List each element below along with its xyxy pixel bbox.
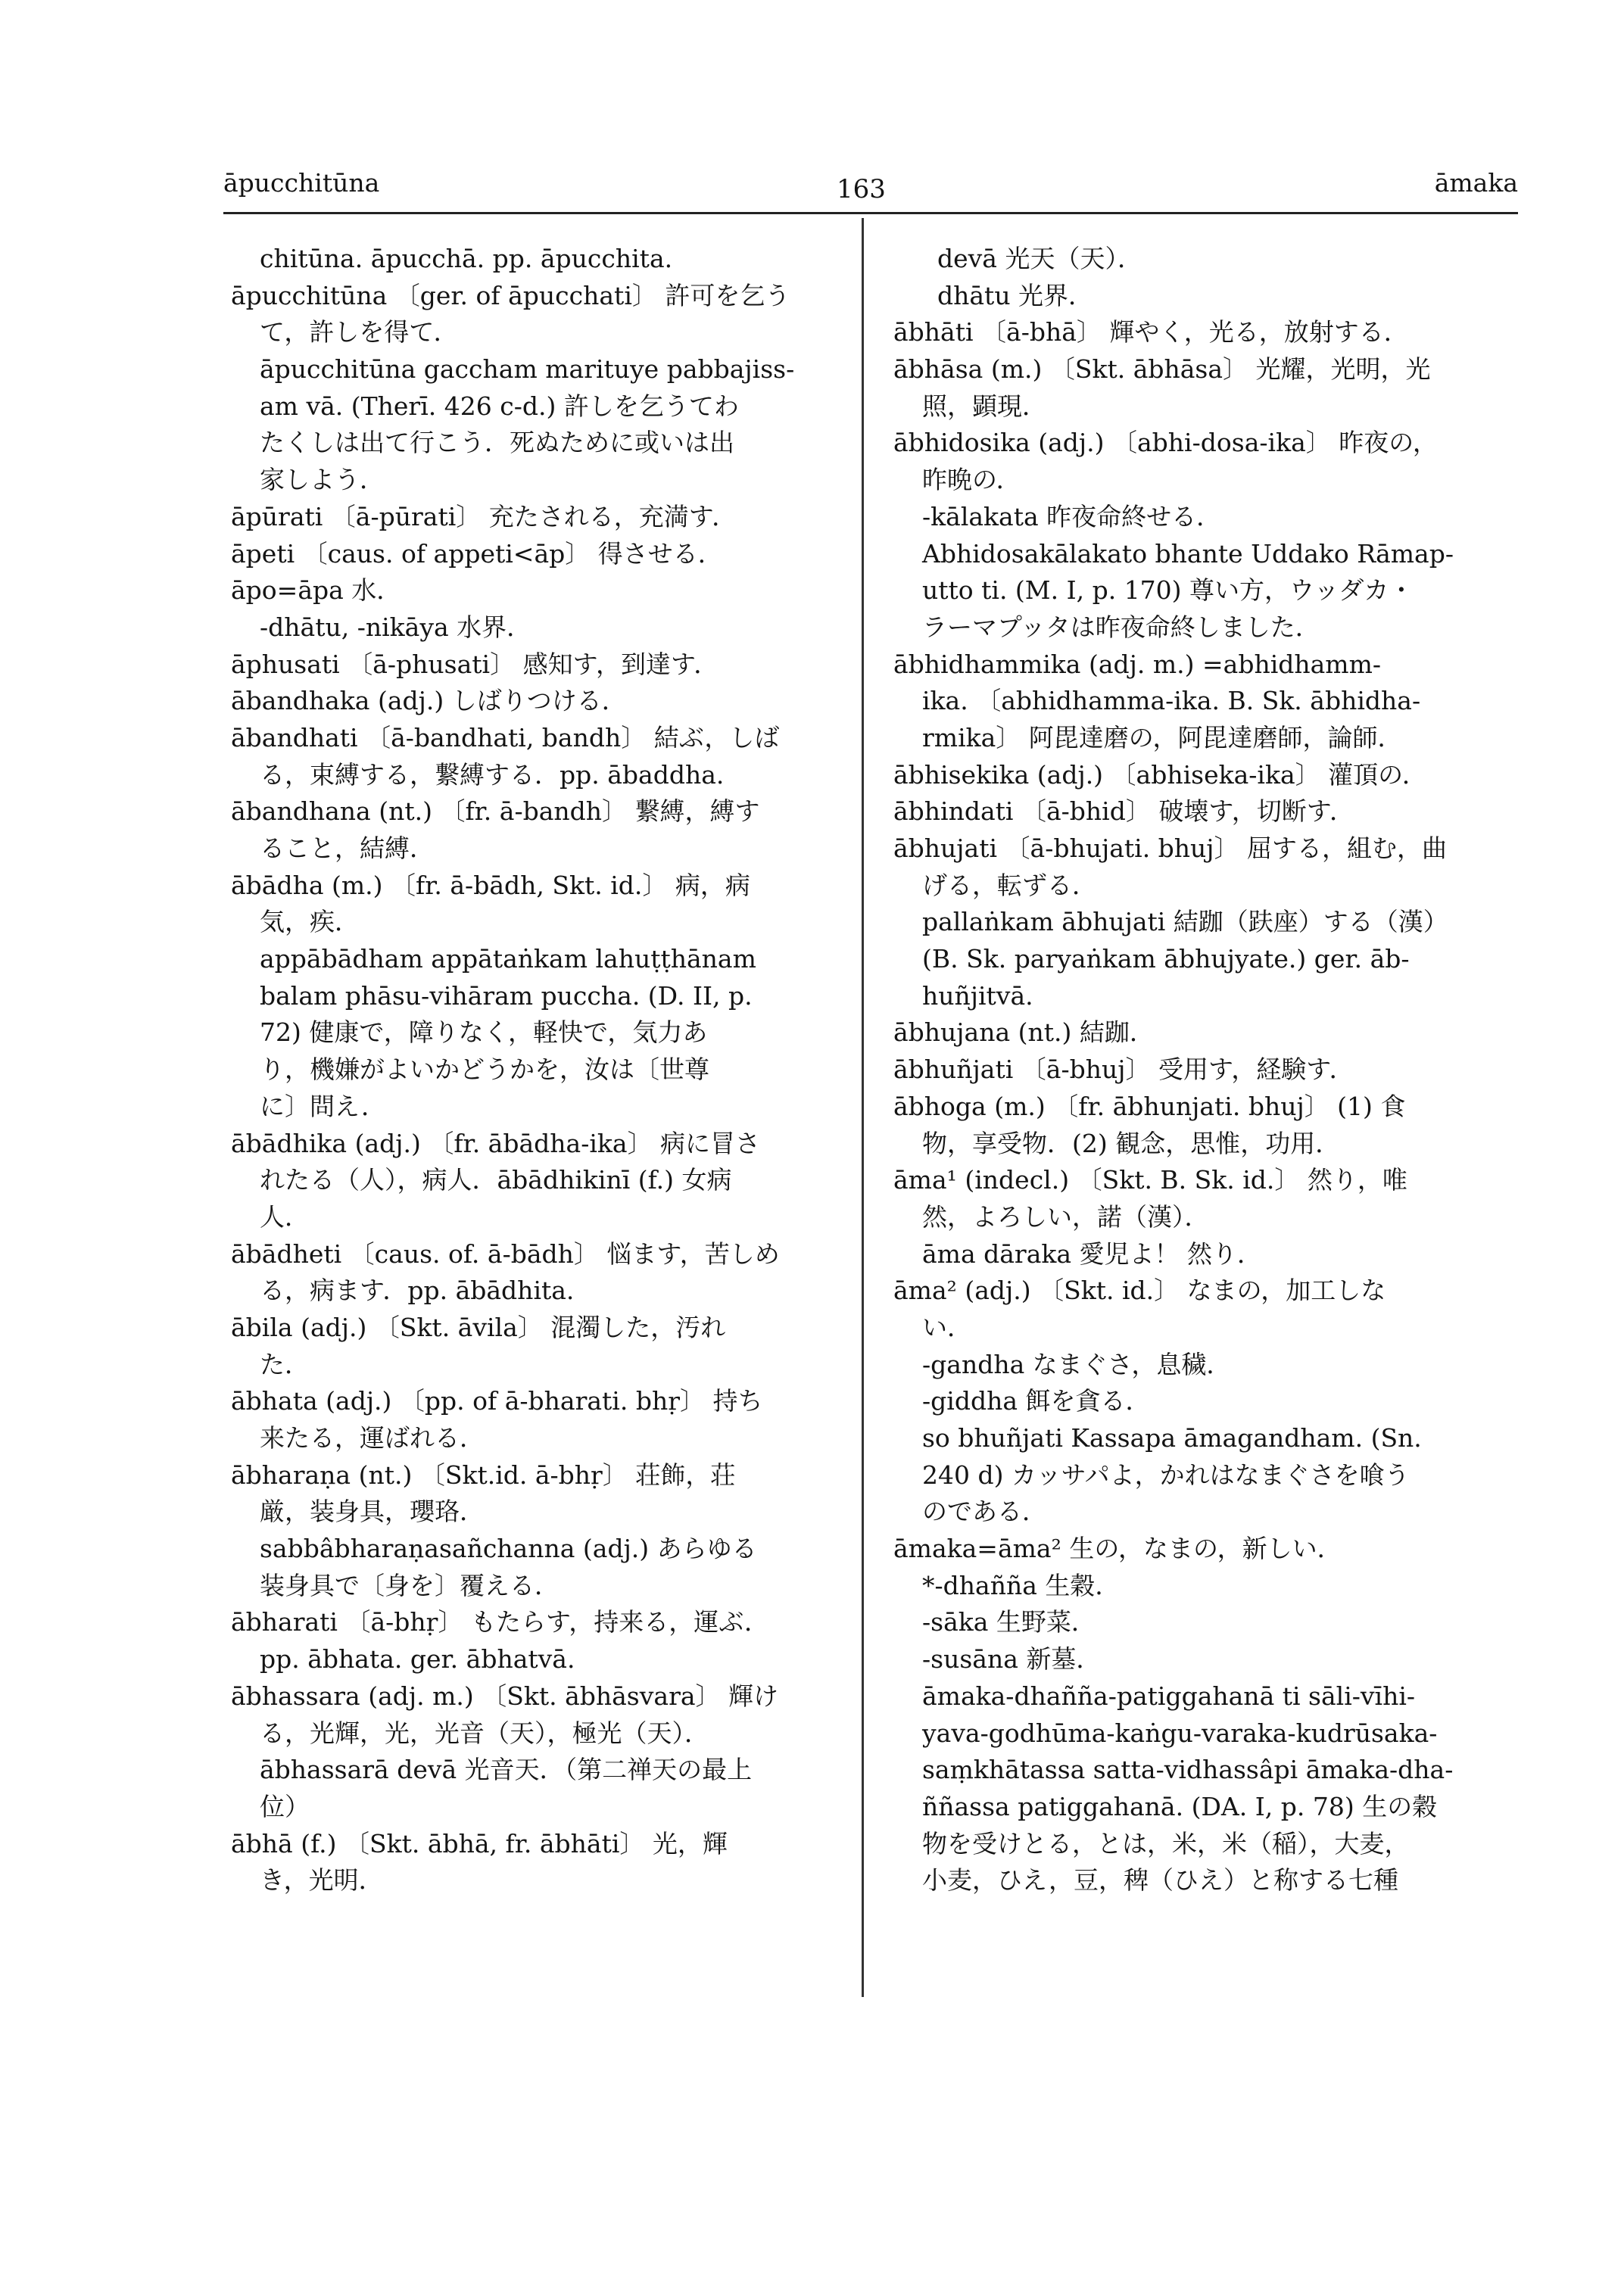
entry-line: āpucchitūna gaccham marituye pabbajiss- bbox=[260, 354, 795, 385]
entry-line: ābhassarā devā 光音天．（第二禅天の最上 bbox=[260, 1755, 753, 1785]
entry-line: balam phāsu-vihāram puccha. (D. II, p. bbox=[260, 980, 753, 1011]
entry-line: -sāka 生野菜． bbox=[922, 1607, 1096, 1637]
entry-headline: āpo=āpa 水． bbox=[231, 575, 402, 606]
entry-line: ラーマプッタは昨夜命終しました． bbox=[922, 612, 1320, 642]
entry-line: chitūna. āpucchā. pp. āpucchita. bbox=[260, 244, 673, 273]
entry-line: る，束縛する，繋縛する．pp. ābaddha. bbox=[260, 759, 725, 790]
entry-line: ika. 〔abhidhamma-ika. B. Sk. ābhidha- bbox=[922, 686, 1421, 716]
entry-headline: ābhuñjati 〔ā-bhuj〕 受用す，経験す． bbox=[893, 1055, 1354, 1085]
entry-line: て，許しを得て． bbox=[260, 317, 459, 347]
entry-line: る，光輝，光，光音（天），極光（天）． bbox=[260, 1718, 709, 1748]
entry-line: り，機嫌がよいかどうかを，汝は〔世尊 bbox=[260, 1055, 709, 1085]
entry-line: 物を受けとる，とは，米，米（稲），大麦， bbox=[922, 1828, 1410, 1858]
entry-line: ññassa patiggahanā. (DA. I, p. 78) 生の穀 bbox=[922, 1791, 1438, 1821]
entry-line: ること，結縛． bbox=[260, 833, 435, 863]
entry-line: 照，顕現． bbox=[922, 391, 1047, 421]
entry-headline: āpucchitūna 〔ger. of āpucchati〕 許可を乞う bbox=[231, 280, 790, 310]
entry-line: 位） bbox=[260, 1791, 310, 1821]
entry-line: āmaka-dhañña-patiggahanā ti sāli-vīhi- bbox=[922, 1681, 1416, 1711]
entry-line: 人． bbox=[260, 1201, 310, 1232]
entry-line: *-dhañña 生穀． bbox=[922, 1570, 1121, 1600]
entry-headline: ābādheti 〔caus. of. ā-bādh〕 悩ます，苦しめ bbox=[231, 1238, 780, 1269]
entry-line: saṃkhātassa satta-vidhassâpi āmaka-dha- bbox=[922, 1755, 1454, 1785]
entry-line: 物，享受物．(2) 観念，思惟，功用． bbox=[922, 1128, 1341, 1158]
right-column bbox=[893, 241, 1507, 1899]
left-column bbox=[231, 241, 844, 1899]
entry-line: yava-godhūma-kaṅgu-varaka-kudrūsaka- bbox=[922, 1718, 1438, 1748]
entry-line: pallaṅkam ābhujati 結跏（趺座）する（漢） bbox=[922, 907, 1448, 937]
entry-line: āma dāraka 愛児よ！ 然り． bbox=[922, 1238, 1263, 1269]
entry-line: sabbâbharaṇasañchanna (adj.) あらゆる bbox=[260, 1534, 757, 1564]
entry-line: -dhātu, -nikāya 水界． bbox=[260, 612, 532, 642]
entry-line: dhātu 光界． bbox=[937, 280, 1094, 310]
entry-headline: ābhāti 〔ā-bhā〕 輝やく，光る，放射する． bbox=[893, 317, 1409, 347]
entry-line: devā 光天（天）． bbox=[937, 244, 1142, 273]
entry-line: 厳，装身具，瓔珞． bbox=[260, 1497, 485, 1527]
entry-line: pp. ābhata. ger. ābhatvā. bbox=[260, 1644, 575, 1675]
entry-headline: ābhidhammika (adj. m.) =abhidhamm- bbox=[893, 649, 1382, 679]
entry-headline: āpūrati 〔ā-pūrati〕 充たされる，充満す． bbox=[231, 501, 737, 531]
entry-line: た． bbox=[260, 1349, 310, 1379]
entry-line: 来たる，運ばれる． bbox=[260, 1423, 485, 1453]
entry-line: 昨晩の． bbox=[922, 465, 1021, 495]
entry-line: げる，転ずる． bbox=[922, 870, 1097, 900]
entry-headline: ābhindati 〔ā-bhid〕 破壊す，切断す． bbox=[893, 796, 1355, 827]
entry-headline: ābhoga (m.) 〔fr. ābhunjati. bhuj〕 (1) 食 bbox=[893, 1091, 1406, 1121]
entry-line: -susāna 新墓． bbox=[922, 1644, 1102, 1675]
entry-headline: āmaka=āma² 生の，なまの，新しい． bbox=[893, 1534, 1342, 1564]
entry-headline: ābhujati 〔ā-bhujati. bhuj〕 屈する，組む，曲 bbox=[893, 833, 1448, 863]
entry-line: 装身具で〔身を〕覆える． bbox=[260, 1570, 560, 1600]
entry-line: utto ti. (M. I, p. 170) 尊い方，ウッダカ・ bbox=[922, 575, 1414, 606]
entry-line: appābādham appātaṅkam lahuṭṭhānam bbox=[260, 944, 756, 974]
entry-headline: ābādha (m.) 〔fr. ā-bādh, Skt. id.〕 病，病 bbox=[231, 870, 750, 900]
entry-headline: ābhidosika (adj.) 〔abhi-dosa-ika〕 昨夜の， bbox=[893, 428, 1438, 458]
header-rule bbox=[223, 212, 1518, 214]
page-number: 163 bbox=[837, 174, 886, 204]
entry-line: -kālakata 昨夜命終せる． bbox=[922, 501, 1222, 531]
entry-headline: ābandhati 〔ā-bandhati, bandh〕 結ぶ，しば bbox=[231, 722, 780, 752]
entry-line: い． bbox=[922, 1312, 972, 1342]
entry-line: たくしは出て行こう．死ぬために或いは出 bbox=[260, 428, 734, 458]
entry-line: に〕問え． bbox=[260, 1091, 386, 1121]
entry-line: のである． bbox=[922, 1497, 1047, 1527]
entry-line: 然，よろしい，諾（漢）． bbox=[922, 1201, 1210, 1232]
page-header bbox=[223, 168, 1518, 212]
entry-headline: āma² (adj.) 〔Skt. id.〕 なまの，加工しな bbox=[893, 1276, 1386, 1306]
entry-line: Abhidosakālakato bhante Uddako Rāmap- bbox=[922, 538, 1454, 569]
entry-line: 72) 健康で，障りなく，軽快で，気力あ bbox=[260, 1017, 708, 1048]
entry-headline: ābandhana (nt.) 〔fr. ā-bandh〕 繋縛，縛す bbox=[231, 796, 760, 827]
right-guide-word: āmaka bbox=[1434, 168, 1518, 198]
entry-headline: ābharaṇa (nt.) 〔Skt.id. ā-bhṛ〕 荘飾，荘 bbox=[231, 1460, 736, 1490]
entry-headline: ābharati 〔ā-bhṛ〕 もたらす，持来る，運ぶ． bbox=[231, 1607, 769, 1637]
entry-line: -gandha なまぐさ，息穢． bbox=[922, 1349, 1232, 1379]
entry-headline: ābhassara (adj. m.) 〔Skt. ābhāsvara〕 輝け bbox=[231, 1681, 779, 1711]
entry-line: 小麦，ひえ，豆，稗（ひえ）と称する七種 bbox=[922, 1865, 1398, 1896]
entry-headline: ābādhika (adj.) 〔fr. ābādha-ika〕 病に冒さ bbox=[231, 1128, 761, 1158]
entry-line: れたる（人），病人．ābādhikinī (f.) 女病 bbox=[260, 1165, 732, 1195]
entry-line: -giddha 餌を貪る． bbox=[922, 1386, 1151, 1416]
entry-headline: āphusati 〔ā-phusati〕 感知す，到達す． bbox=[231, 649, 719, 679]
entry-headline: ābila (adj.) 〔Skt. āvila〕 混濁した，汚れ bbox=[231, 1312, 726, 1342]
entry-line: so bhuñjati Kassapa āmagandham. (Sn. bbox=[922, 1423, 1422, 1453]
entry-line: 気，疾． bbox=[260, 907, 360, 937]
entry-headline: āpeti 〔caus. of appeti<āp〕 得させる． bbox=[231, 538, 723, 569]
entry-line: る，病ます．pp. ābādhita. bbox=[260, 1276, 575, 1306]
entry-line: huñjitvā. bbox=[922, 980, 1033, 1011]
entry-headline: ābhisekika (adj.) 〔abhiseka-ika〕 灌頂の． bbox=[893, 759, 1427, 790]
entry-headline: ābhujana (nt.) 結跏． bbox=[893, 1017, 1155, 1048]
entry-headline: ābhāsa (m.) 〔Skt. ābhāsa〕 光耀，光明，光 bbox=[893, 354, 1431, 385]
column-divider bbox=[862, 218, 864, 1997]
entry-line: 240 d) カッサパよ，かれはなまぐさを喰う bbox=[922, 1460, 1410, 1490]
entry-headline: ābandhaka (adj.) しばりつける． bbox=[231, 686, 627, 716]
entry-headline: ābhā (f.) 〔Skt. ābhā, fr. ābhāti〕 光，輝 bbox=[231, 1828, 728, 1858]
entry-line: 家しよう． bbox=[260, 465, 385, 495]
entry-line: (B. Sk. paryaṅkam ābhujyate.) ger. āb- bbox=[922, 944, 1410, 974]
entry-line: rmika〕 阿毘達磨の，阿毘達磨師，論師． bbox=[922, 722, 1403, 752]
left-guide-word: āpucchitūna bbox=[223, 168, 380, 198]
entry-headline: ābhata (adj.) 〔pp. of ā-bharati. bhṛ〕 持ち bbox=[231, 1386, 763, 1416]
entry-headline: āma¹ (indecl.) 〔Skt. B. Sk. id.〕 然り，唯 bbox=[893, 1165, 1407, 1195]
entry-line: am vā. (Therī. 426 c-d.) 許しを乞うてわ bbox=[260, 391, 739, 421]
entry-line: き，光明． bbox=[260, 1865, 384, 1896]
